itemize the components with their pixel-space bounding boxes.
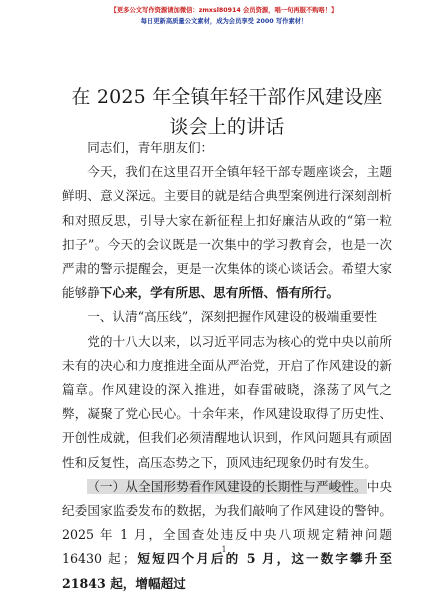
document-title: 在 2025 年全镇年轻干部作风建设座谈会上的讲话 [71, 86, 383, 138]
banner-contact-line: 【更多公文写作资源请加微信：zmxsl80914 会员资源，唱一句再服不购咯！】 [110, 7, 338, 14]
paragraph-intro-bold: 下心来，学有所思、思有所悟、悟有所行。 [99, 285, 340, 301]
salutation: 同志们，青年朋友们： [87, 140, 214, 155]
document-body [62, 136, 392, 596]
paragraph-intro [62, 160, 392, 305]
paragraph-data-text: 中央纪委国家监委发布的数据，为我们敲响了作风建设的警钟。2025 年 1 月，全国查处违反中央八项规定精神问题 16430 起； [62, 478, 393, 567]
page-number: 1 [221, 545, 227, 554]
paragraph-data [62, 475, 392, 596]
paragraph-intro-text: 今天，我们在这里召开全镇年轻干部专题座谈会，主题鲜明、意义深远。主要目的就是结合典型案例进行深刻剖析和对照反思，引导大家在新征程上扣好廉洁从政的“第一粒扣子”。今天的会议既是一次集中的学习教育会，也是一次严肃的警示提醒会，更是一次集体的谈心谈话会。希望大家能够静 [62, 164, 392, 301]
paragraph-data-bold: 短短四个月后的 5 月，这一数字攀升至 21843 起，增幅超过 [62, 551, 392, 591]
section-heading-1: 一、认清“高压线”，深刻把握作风建设的极端重要性 [87, 309, 378, 325]
paragraph-context: 党的十八大以来，以习近平同志为核心的党中央以前所未有的决心和力度推进全面从严治党，开启了作风建设的新篇章。作风建设的深入推进，如春雷破晓，涤荡了风气之弊，凝聚了党心民心。十余年来，作风建设取得了历史性、开创性成就，但我们必须清醒地认识到，作风问题具有顽固性和反复性，高压态势之下，顶风违纪现象仍时有发生。 [62, 333, 392, 470]
header-banner [0, 6, 448, 27]
banner-promo-line: 每日更新高质量公文素材，成为会员享受 2000 写作素材！ [140, 18, 308, 25]
subsection-heading-1: （一）从全国形势看作风建设的长期性与严峻性。 [87, 478, 367, 494]
